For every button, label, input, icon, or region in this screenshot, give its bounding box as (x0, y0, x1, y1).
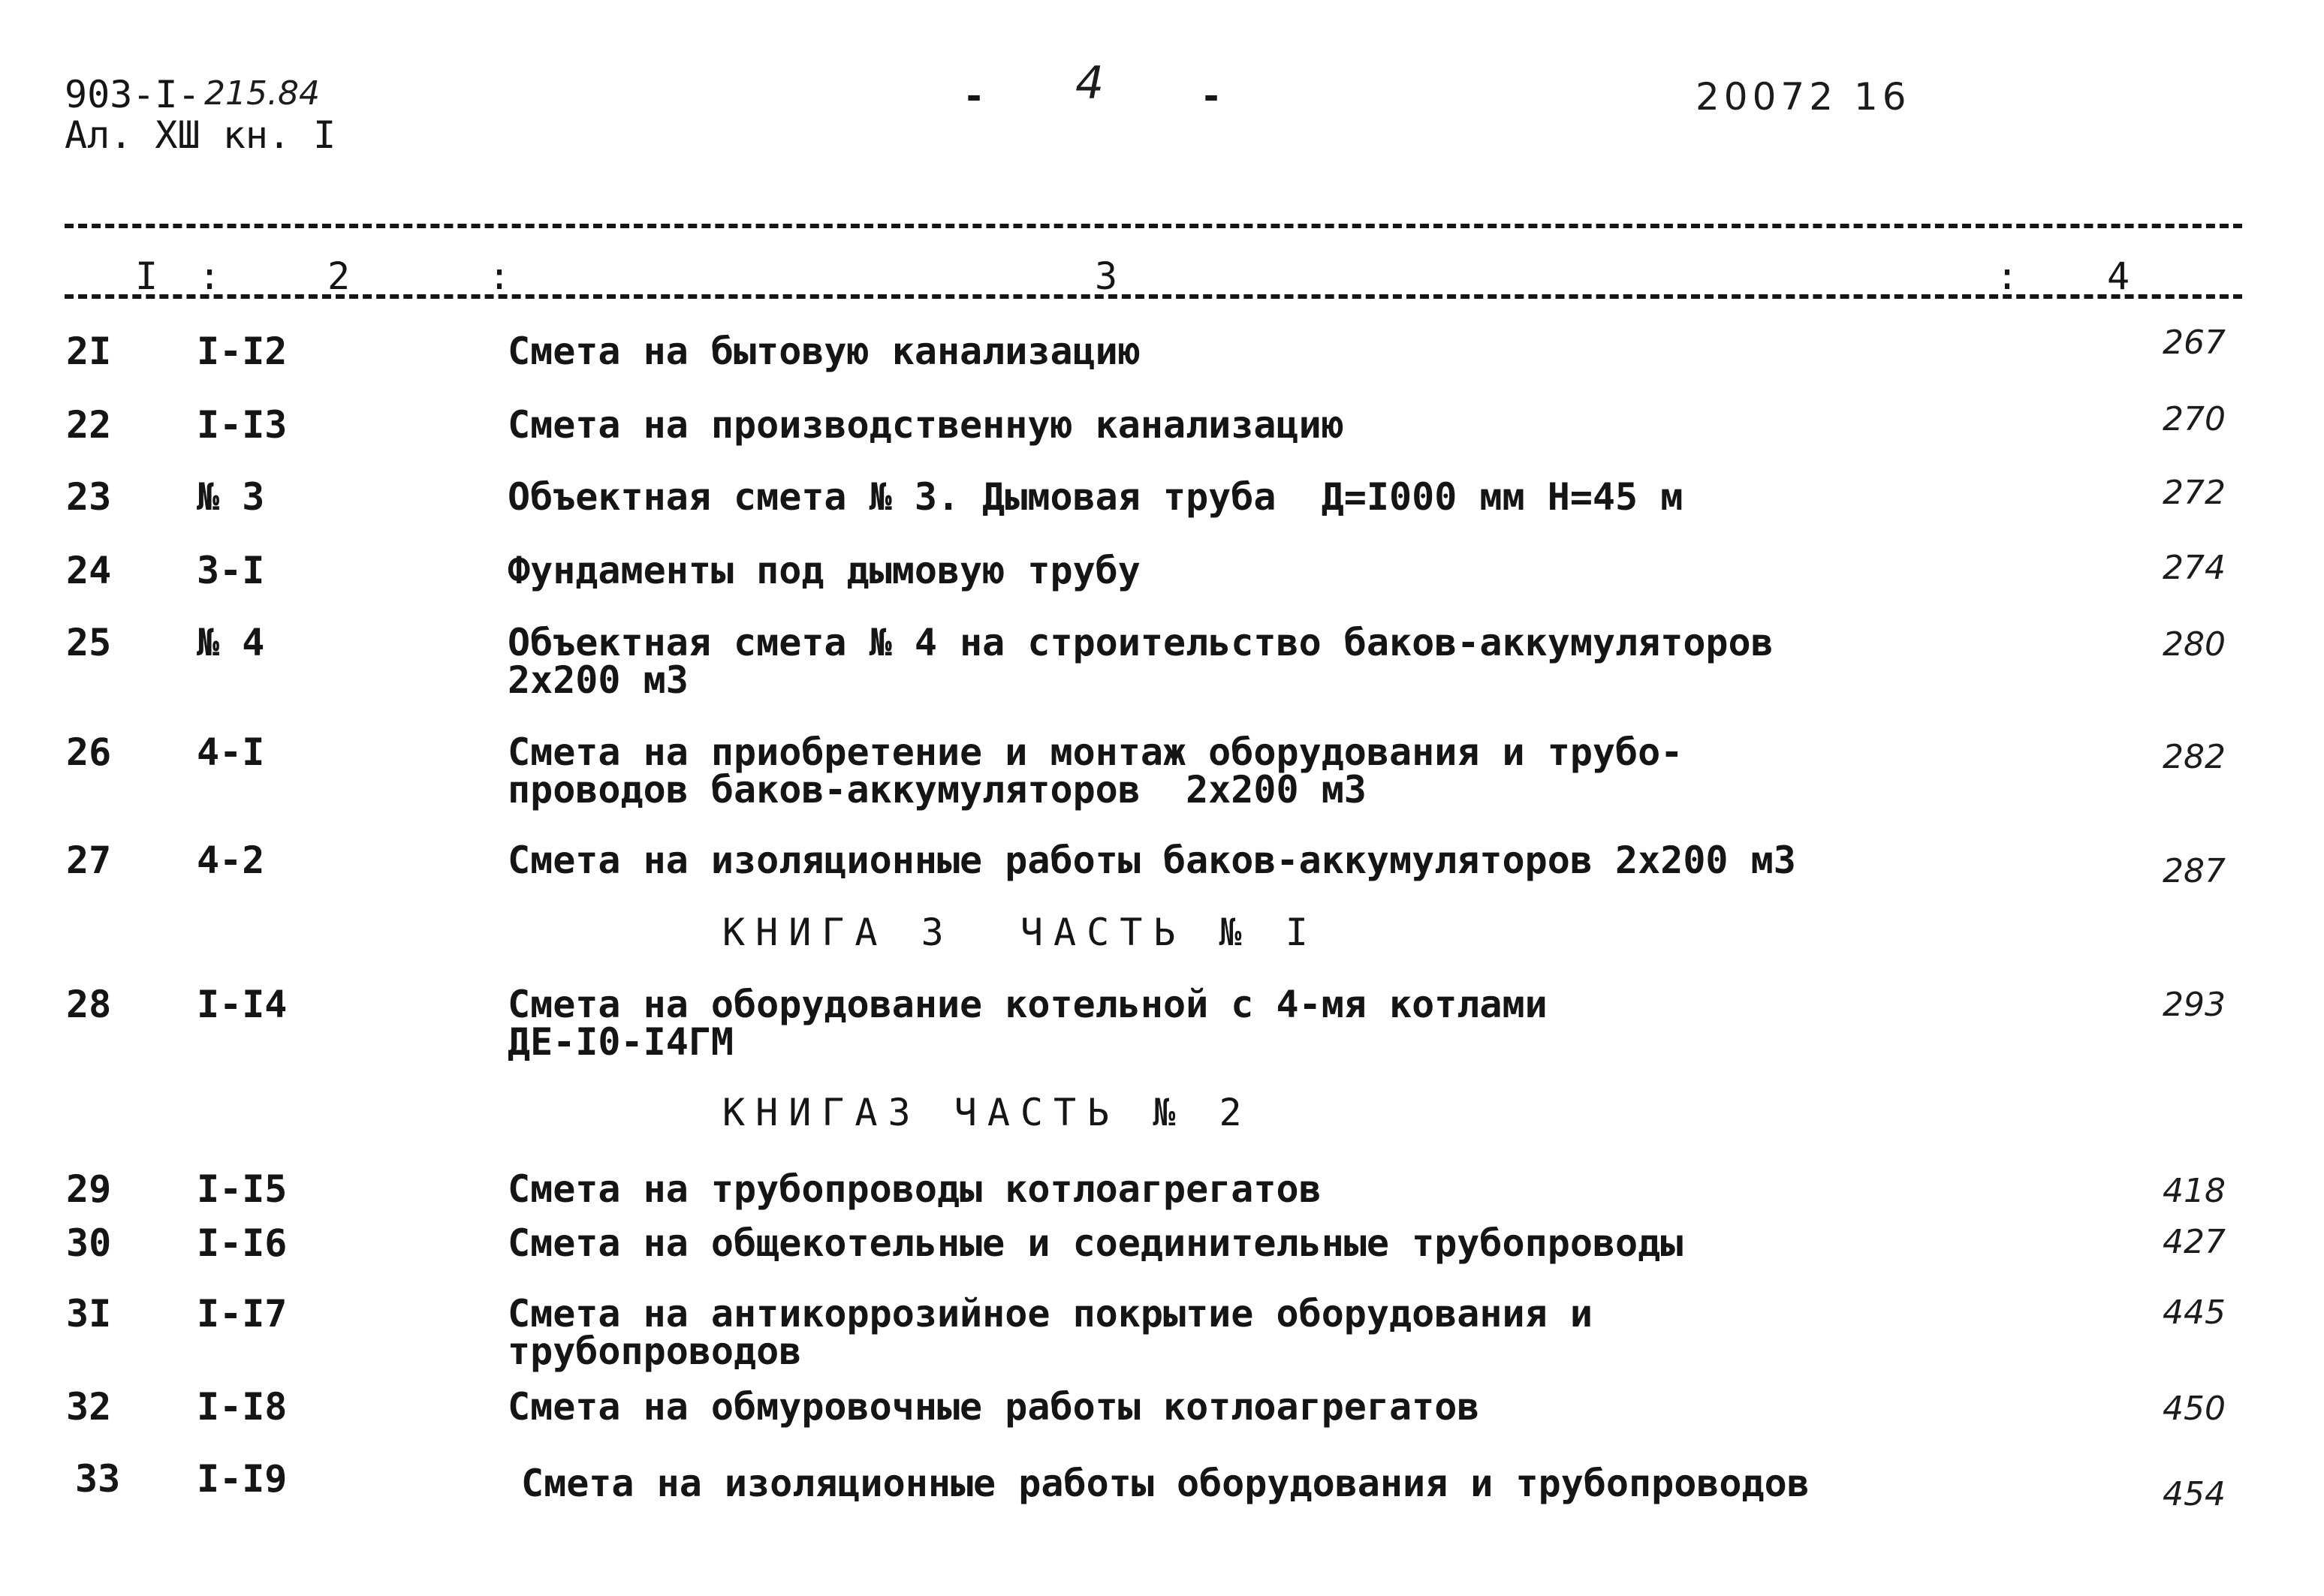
album-line: Ал. ХШ кн. I (65, 113, 336, 157)
row-description: Фундаменты под дымовую трубу (508, 549, 1141, 592)
row-description: Смета на антикоррозийное покрытие оборудования и (508, 1292, 1593, 1336)
row-code: I-I9 (197, 1457, 288, 1501)
column-header-1: I (135, 254, 158, 298)
row-page: 454 (2163, 1475, 2226, 1513)
row-page: 282 (2163, 738, 2226, 776)
row-code: 4-2 (197, 839, 265, 882)
row-page: 445 (2163, 1293, 2226, 1332)
row-code: I-I2 (197, 330, 288, 373)
row-code: I-I8 (197, 1385, 288, 1429)
header-dashed-rule (65, 294, 2242, 303)
row-number: 24 (66, 549, 112, 592)
row-description-continued: проводов баков-аккумуляторов 2х200 м3 (508, 768, 1367, 812)
row-number: 2I (66, 330, 112, 373)
row-number: 28 (66, 983, 112, 1026)
doc-number: 20072 16 (1696, 75, 1911, 119)
row-number: 3I (66, 1292, 112, 1336)
column-divider: : (488, 254, 511, 298)
row-description: Объектная смета № 4 на строительство баков-аккумуляторов (508, 621, 1774, 664)
row-page: 267 (2163, 324, 2226, 362)
section-heading-book3-part2: КНИГА3 ЧАСТЬ № 2 (722, 1091, 1252, 1134)
row-number: 33 (75, 1457, 121, 1501)
page-number: 4 (1075, 57, 1105, 110)
row-description: Смета на приобретение и монтаж оборудования и трубо- (508, 730, 1683, 774)
row-page: 270 (2163, 400, 2226, 438)
row-page: 274 (2163, 549, 2226, 587)
row-description-continued: трубопроводов (508, 1329, 802, 1373)
column-divider: : (1996, 254, 2019, 298)
row-description: Смета на изоляционные работы баков-аккумуляторов 2х200 м3 (508, 839, 1796, 882)
row-number: 32 (66, 1385, 112, 1429)
row-code: I-I3 (197, 403, 288, 447)
row-code: № 4 (197, 621, 265, 664)
row-code: I-I6 (197, 1221, 288, 1265)
column-header-2: 2 (327, 254, 351, 298)
row-description: Смета на бытовую канализацию (508, 330, 1141, 373)
row-description: Смета на производственную канализацию (508, 403, 1344, 447)
column-header-4: 4 (2107, 254, 2130, 298)
row-code: I-I4 (197, 983, 288, 1026)
row-number: 30 (66, 1221, 112, 1265)
column-header-3: 3 (1095, 254, 1118, 298)
row-page: 293 (2163, 986, 2226, 1024)
row-page: 450 (2163, 1390, 2226, 1428)
row-number: 23 (66, 475, 112, 519)
doc-code-handwritten: 215.84 (204, 74, 320, 113)
row-page: 427 (2163, 1223, 2226, 1261)
row-description: Смета на обмуровочные работы котлоагрегатов (508, 1385, 1480, 1429)
row-description: Смета на изоляционные работы оборудования и трубопроводов (521, 1462, 1810, 1505)
row-page: 280 (2163, 625, 2226, 664)
top-dashed-rule (65, 224, 2242, 233)
section-heading-book3-part1: КНИГА 3 ЧАСТЬ № I (722, 911, 1319, 954)
row-code: 4-I (197, 730, 265, 774)
row-code: I-I7 (197, 1292, 288, 1336)
row-number: 26 (66, 730, 112, 774)
row-description: Объектная смета № 3. Дымовая труба Д=I000 мм Н=45 м (508, 475, 1683, 519)
row-number: 29 (66, 1167, 112, 1211)
page-dash-right: - (1200, 74, 1223, 118)
row-page: 272 (2163, 474, 2226, 512)
row-description: Смета на оборудование котельной с 4-мя котлами (508, 983, 1548, 1026)
row-code: 3-I (197, 549, 265, 592)
row-page: 418 (2163, 1172, 2226, 1210)
row-number: 22 (66, 403, 112, 447)
row-code: № 3 (197, 475, 265, 519)
row-description: Смета на трубопроводы котлоагрегатов (508, 1167, 1322, 1211)
doc-code-prefix: 903-I- (65, 73, 200, 116)
row-description-continued: 2х200 м3 (508, 658, 689, 702)
row-description: Смета на общекотельные и соединительные трубопроводы (508, 1221, 1683, 1265)
row-page: 287 (2163, 852, 2226, 890)
row-description-continued: ДЕ-I0-I4ГМ (508, 1020, 734, 1064)
row-code: I-I5 (197, 1167, 288, 1211)
column-divider: : (198, 254, 222, 298)
page-dash-left: - (963, 74, 986, 118)
row-number: 25 (66, 621, 112, 664)
row-number: 27 (66, 839, 112, 882)
